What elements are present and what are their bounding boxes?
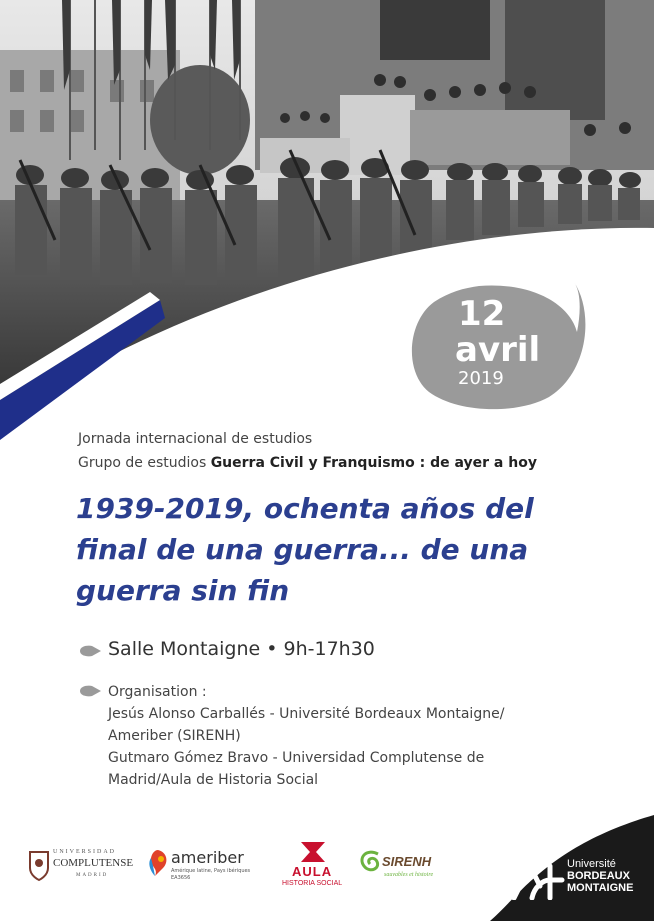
sirenh-swirl-icon (358, 848, 384, 878)
ameriber-logo (145, 846, 260, 886)
organisation-block (108, 681, 504, 791)
organiser-line-2: Ameriber (SIRENH) (108, 728, 241, 744)
ucm-logo (28, 846, 133, 886)
event-type: Jornada internacional de estudios (78, 431, 313, 447)
aula-logo (282, 840, 352, 894)
ubm-line-3: MONTAIGNE (567, 882, 634, 894)
date-day: 12 (458, 294, 506, 334)
research-group-prefix: Grupo de estudios (78, 455, 211, 471)
date-month: avril (455, 330, 541, 370)
title-line-3: guerra sin fin (76, 574, 290, 607)
ubm-line-1: Université (567, 858, 616, 870)
venue-time: Salle Montaigne • 9h-17h30 (108, 638, 375, 660)
ubm-emblem-icon (510, 860, 566, 900)
aula-hourglass-icon (298, 840, 328, 864)
organisation-label: Organisation : (108, 684, 207, 700)
date-year: 2019 (458, 368, 504, 389)
ucm-main-text: COMPLUTENSE (53, 857, 134, 869)
sirenh-logo (358, 846, 448, 886)
research-group-name: Guerra Civil y Franquismo : de ayer a hoy (210, 455, 537, 471)
venue-bullet-icon (78, 644, 102, 658)
organiser-line-1: Jesús Alonso Carballés - Université Bordeaux Montaigne/ (108, 706, 505, 722)
event-title (76, 488, 596, 611)
ameriber-mark-icon (145, 848, 171, 878)
organisation-bullet-icon (78, 684, 102, 698)
title-line-1: 1939-2019, ochenta años del (76, 492, 534, 525)
sirenh-name: SIRENH (382, 854, 432, 869)
organiser-line-4: Madrid/Aula de Historia Social (108, 772, 319, 788)
title-line-2: final de una guerra... de una (76, 533, 529, 566)
ubm-wordmark (567, 858, 633, 894)
ucm-top-text: UNIVERSIDAD (53, 849, 116, 855)
sirenh-subtitle: sauvables et histoire (384, 872, 434, 878)
ameriber-subtitle: Amérique latine, Pays ibériques (171, 868, 251, 874)
ameriber-name: ameriber (171, 848, 244, 867)
ucm-crest-icon (28, 848, 50, 882)
research-group (78, 455, 537, 471)
aula-name: AULA (292, 864, 333, 879)
organiser-line-3: Gutmaro Gómez Bravo - Universidad Complutense de (108, 750, 485, 766)
ubm-line-2: BORDEAUX (567, 870, 630, 882)
ameriber-code: EA3656 (171, 875, 191, 881)
ucm-bottom-text: MADRID (76, 873, 109, 878)
aula-subtitle: HISTORIA SOCIAL (282, 880, 343, 887)
